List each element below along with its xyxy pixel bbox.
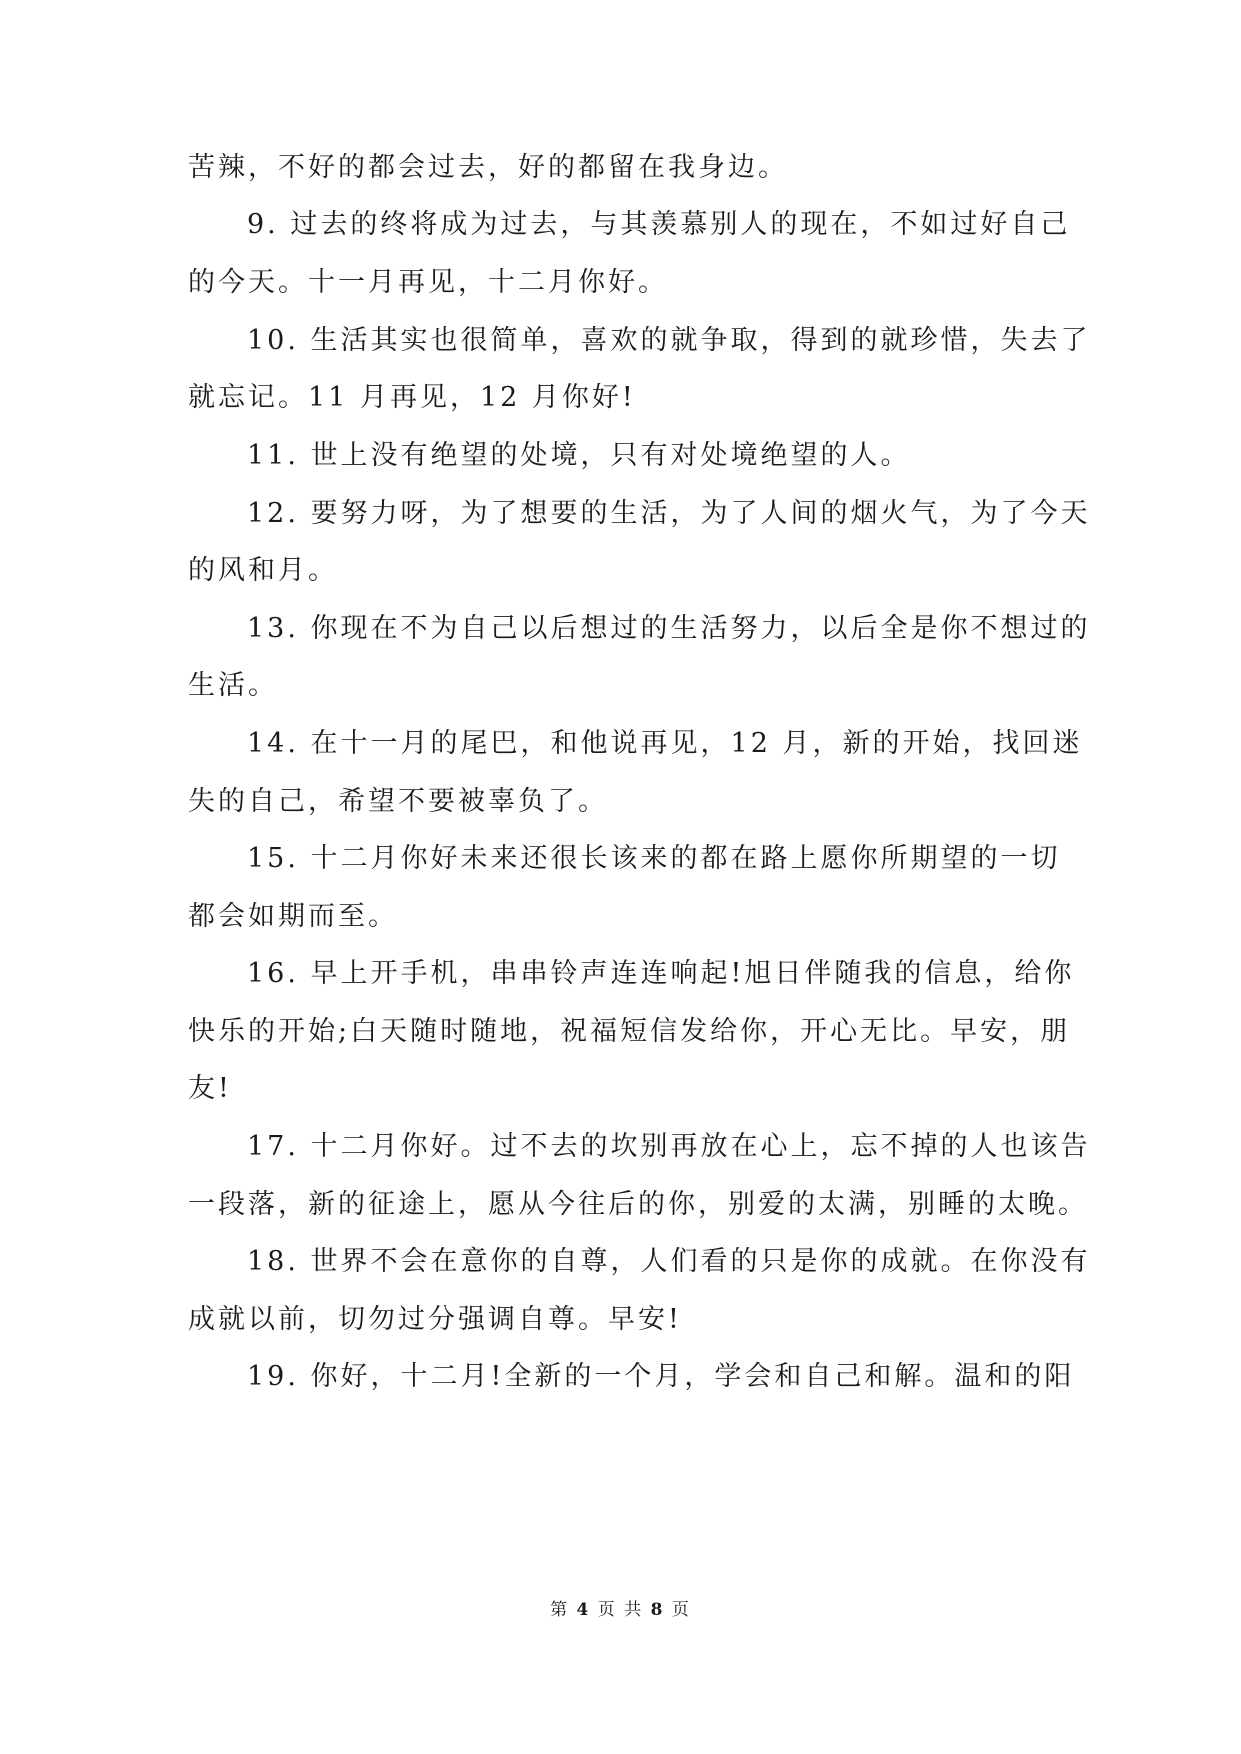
text-line: 18. 世界不会在意你的自尊，人们看的只是你的成就。在你没有 — [247, 1246, 1091, 1277]
text-line: 都会如期而至。 — [188, 901, 398, 932]
text-line: 苦辣，不好的都会过去，好的都留在我身边。 — [188, 152, 788, 183]
text-line: 就忘记。11 月再见，12 月你好! — [188, 382, 636, 413]
text-line: 生活。 — [188, 670, 278, 701]
page-footer — [0, 1598, 1241, 1622]
text-line: 17. 十二月你好。过不去的坎别再放在心上，忘不掉的人也该告 — [247, 1131, 1091, 1162]
text-line: 14. 在十一月的尾巴，和他说再见，12 月，新的开始，找回迷 — [247, 728, 1083, 759]
text-line: 快乐的开始;白天随时随地，祝福短信发给你，开心无比。早安，朋 — [188, 1016, 1071, 1047]
text-line: 的风和月。 — [188, 555, 338, 586]
text-line: 16. 早上开手机，串串铃声连连响起!旭日伴随我的信息，给你 — [247, 958, 1075, 989]
text-line: 12. 要努力呀，为了想要的生活，为了人间的烟火气，为了今天 — [247, 498, 1091, 529]
text-line: 一段落，新的征途上，愿从今往后的你，别爱的太满，别睡的太晚。 — [188, 1189, 1088, 1220]
text-line: 11. 世上没有绝望的处境，只有对处境绝望的人。 — [247, 440, 911, 471]
total-pages-number: 8 — [650, 1600, 665, 1620]
text-line: 10. 生活其实也很简单，喜欢的就争取，得到的就珍惜，失去了 — [247, 325, 1091, 356]
text-line: 成就以前，切勿过分强调自尊。早安! — [188, 1304, 682, 1335]
footer-suffix: 页 — [671, 1600, 691, 1620]
current-page-number: 4 — [576, 1600, 591, 1620]
text-line: 失的自己，希望不要被辜负了。 — [188, 786, 608, 817]
text-line: 15. 十二月你好未来还很长该来的都在路上愿你所期望的一切 — [247, 843, 1061, 874]
text-line: 13. 你现在不为自己以后想过的生活努力，以后全是你不想过的 — [247, 613, 1091, 644]
text-line: 19. 你好，十二月!全新的一个月，学会和自己和解。温和的阳 — [247, 1361, 1075, 1392]
footer-prefix: 第 — [550, 1600, 570, 1620]
text-line: 的今天。十一月再见，十二月你好。 — [188, 267, 668, 298]
text-line: 9. 过去的终将成为过去，与其羡慕别人的现在，不如过好自己 — [247, 209, 1071, 240]
text-line: 友! — [188, 1073, 232, 1104]
footer-middle: 页 共 — [597, 1600, 644, 1620]
